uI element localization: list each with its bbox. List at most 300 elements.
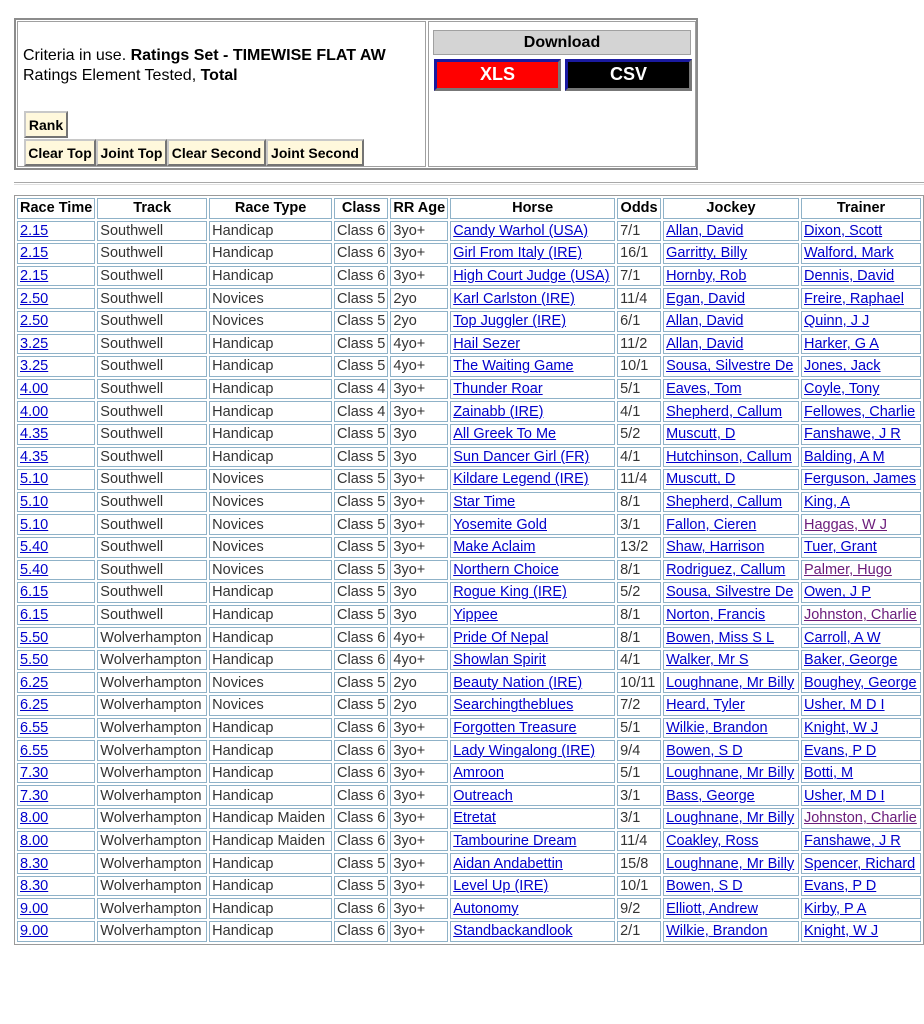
track-cell: Southwell [97,334,207,355]
type-cell: Novices [209,695,332,716]
race-time-link[interactable]: 2.15 [20,222,49,239]
column-header: Track [97,198,207,219]
age-cell: 3yo+ [390,763,448,784]
trainer-link[interactable]: Carroll, A W [803,629,881,646]
race-time-link[interactable]: 2.50 [20,290,49,307]
odds-cell: 5/2 [617,424,661,445]
time-cell [17,695,95,716]
trainer-link[interactable]: Knight, W J [803,719,879,736]
age-cell: 3yo+ [390,537,448,558]
horse-cell [450,243,615,264]
race-time-link[interactable]: 2.15 [20,268,49,285]
horse-cell [450,740,615,761]
time-cell [17,672,95,693]
horse-link[interactable]: Pride Of Nepal [453,629,549,646]
age-cell: 3yo+ [390,831,448,852]
time-cell [17,356,95,377]
track-cell: Southwell [97,243,207,264]
horse-cell [450,921,615,942]
race-time-link[interactable]: 5.50 [20,652,49,669]
jockey-link[interactable]: Hutchinson, Callum [666,448,792,465]
jockey-link[interactable]: Rodriguez, Callum [666,561,786,578]
trainer-link[interactable]: Walford, Mark [803,245,894,262]
table-row [17,650,921,671]
criteria-panel [14,18,698,170]
race-time-link[interactable]: 6.25 [20,674,49,691]
type-cell: Novices [209,288,332,309]
jockey-cell [663,582,799,603]
race-time-link[interactable]: 4.35 [20,448,49,465]
track-cell: Southwell [97,356,207,377]
time-cell [17,808,95,829]
jockey-link[interactable]: Heard, Tyler [666,697,745,714]
rank-button[interactable]: Rank [24,111,68,138]
table-row [17,311,921,332]
horse-cell [450,695,615,716]
odds-cell: 5/1 [617,763,661,784]
jockey-link[interactable]: Hornby, Rob [666,268,747,285]
class-cell: Class 5 [334,853,388,874]
jockey-link[interactable]: Loughnane, Mr Billy [666,855,795,872]
trainer-link[interactable]: Dennis, David [803,268,895,285]
type-cell: Handicap [209,424,332,445]
odds-cell: 10/11 [617,672,661,693]
table-row [17,831,921,852]
odds-cell: 5/1 [617,718,661,739]
race-time-link[interactable]: 3.25 [20,358,49,375]
jockey-link[interactable]: Coakley, Ross [666,832,759,849]
horse-cell [450,853,615,874]
jockey-cell [663,288,799,309]
horse-link[interactable]: Etretat [453,810,496,827]
horse-link[interactable]: Aidan Andabettin [453,855,563,872]
odds-cell: 7/1 [617,221,661,242]
column-header: Odds [617,198,661,219]
table-row [17,582,921,603]
track-cell: Southwell [97,401,207,422]
table-row [17,763,921,784]
table-row [17,288,921,309]
race-time-link[interactable]: 6.55 [20,719,49,736]
race-time-link[interactable]: 4.35 [20,426,49,443]
race-time-link[interactable]: 7.30 [20,765,49,782]
horse-link[interactable]: Yosemite Gold [453,516,547,533]
trainer-cell [801,560,921,581]
jockey-link[interactable]: Bowen, S D [666,878,743,895]
time-cell [17,853,95,874]
age-cell: 3yo+ [390,740,448,761]
trainer-link[interactable]: Botti, M [803,765,854,782]
horse-link[interactable]: Kildare Legend (IRE) [453,471,589,488]
joint-second-button[interactable]: Joint Second [266,139,364,166]
horse-link[interactable]: Tambourine Dream [453,832,577,849]
track-cell: Wolverhampton [97,650,207,671]
time-cell [17,401,95,422]
race-time-link[interactable]: 5.10 [20,516,49,533]
type-cell: Handicap [209,740,332,761]
table-row [17,718,921,739]
race-time-link[interactable]: 5.40 [20,561,49,578]
trainer-cell [801,876,921,897]
clear-top-button[interactable]: Clear Top [24,139,96,166]
horse-link[interactable]: Top Juggler (IRE) [453,313,567,330]
joint-top-button[interactable]: Joint Top [96,139,167,166]
trainer-cell [801,356,921,377]
time-cell [17,898,95,919]
time-cell [17,740,95,761]
trainer-cell [801,424,921,445]
jockey-link[interactable]: Walker, Mr S [666,652,749,669]
jockey-link[interactable]: Elliott, Andrew [666,900,758,917]
trainer-link[interactable]: Evans, P D [803,878,877,895]
odds-cell: 9/4 [617,740,661,761]
table-header-row [17,198,921,219]
trainer-link[interactable]: Fellowes, Charlie [803,403,916,420]
horse-link[interactable]: Standbackandlook [453,923,573,940]
age-cell: 4yo+ [390,627,448,648]
type-cell: Novices [209,560,332,581]
trainer-link[interactable]: Haggas, W J [803,516,887,533]
type-cell: Handicap [209,356,332,377]
jockey-link[interactable]: Norton, Francis [666,606,766,623]
race-time-link[interactable]: 6.55 [20,742,49,759]
horse-cell [450,311,615,332]
race-time-link[interactable]: 8.00 [20,810,49,827]
table-row [17,672,921,693]
trainer-cell [801,266,921,287]
odds-cell: 9/2 [617,898,661,919]
odds-cell: 8/1 [617,492,661,513]
track-cell: Southwell [97,560,207,581]
track-cell: Wolverhampton [97,763,207,784]
horse-link[interactable]: Level Up (IRE) [453,878,549,895]
jockey-link[interactable]: Bass, George [666,787,755,804]
jockey-link[interactable]: Bowen, S D [666,742,743,759]
jockey-link[interactable]: Sousa, Silvestre De [666,358,794,375]
track-cell: Wolverhampton [97,898,207,919]
jockey-cell [663,898,799,919]
race-time-link[interactable]: 9.00 [20,900,49,917]
horse-link[interactable]: High Court Judge (USA) [453,268,610,285]
column-header: Race Type [209,198,332,219]
race-time-link[interactable]: 4.00 [20,403,49,420]
age-cell: 3yo+ [390,379,448,400]
horse-cell [450,447,615,468]
race-time-link[interactable]: 5.10 [20,494,49,511]
time-cell [17,785,95,806]
jockey-cell [663,605,799,626]
jockey-link[interactable]: Loughnane, Mr Billy [666,765,795,782]
horse-link[interactable]: Make Aclaim [453,539,536,556]
race-time-link[interactable]: 8.00 [20,832,49,849]
horse-link[interactable]: The Waiting Game [453,358,574,375]
horse-cell [450,469,615,490]
table-row [17,424,921,445]
trainer-link[interactable]: Tuer, Grant [803,539,877,556]
race-time-link[interactable]: 2.50 [20,313,49,330]
trainer-link[interactable]: Fanshawe, J R [803,832,901,849]
class-cell: Class 6 [334,831,388,852]
race-time-link[interactable]: 8.30 [20,855,49,872]
time-cell [17,763,95,784]
odds-cell: 16/1 [617,243,661,264]
race-time-link[interactable]: 3.25 [20,335,49,352]
track-cell: Southwell [97,492,207,513]
horse-link[interactable]: Searchingtheblues [453,697,574,714]
table-row [17,401,921,422]
class-cell: Class 6 [334,763,388,784]
horse-cell [450,898,615,919]
class-cell: Class 6 [334,785,388,806]
track-cell: Wolverhampton [97,785,207,806]
jockey-link[interactable]: Allan, David [666,313,744,330]
odds-cell: 3/1 [617,808,661,829]
race-time-link[interactable]: 5.10 [20,471,49,488]
trainer-link[interactable]: Ferguson, James [803,471,917,488]
horse-cell [450,763,615,784]
class-cell: Class 5 [334,582,388,603]
age-cell: 3yo [390,424,448,445]
jockey-cell [663,447,799,468]
track-cell: Southwell [97,582,207,603]
jockey-link[interactable]: Muscutt, D [666,471,736,488]
class-cell: Class 6 [334,808,388,829]
trainer-link[interactable]: Johnston, Charlie [803,810,917,827]
type-cell: Novices [209,469,332,490]
trainer-link[interactable]: Kirby, P A [803,900,867,917]
type-cell: Novices [209,311,332,332]
clear-second-button[interactable]: Clear Second [167,139,266,166]
jockey-link[interactable]: Egan, David [666,290,746,307]
download-title: Download [433,30,691,55]
jockey-link[interactable]: Fallon, Cieren [666,516,757,533]
jockey-cell [663,718,799,739]
race-time-link[interactable]: 6.25 [20,697,49,714]
trainer-cell [801,469,921,490]
race-time-link[interactable]: 5.50 [20,629,49,646]
age-cell: 2yo [390,695,448,716]
trainer-link[interactable]: Owen, J P [803,584,871,601]
trainer-link[interactable]: Harker, G A [803,335,879,352]
table-row [17,560,921,581]
odds-cell: 2/1 [617,921,661,942]
trainer-link[interactable]: Spencer, Richard [803,855,916,872]
jockey-cell [663,808,799,829]
horse-link[interactable]: Rogue King (IRE) [453,584,567,601]
trainer-cell [801,243,921,264]
horse-link[interactable]: Hail Sezer [453,335,521,352]
horse-link[interactable]: Thunder Roar [453,381,543,398]
horse-link[interactable]: Girl From Italy (IRE) [453,245,583,262]
class-cell: Class 5 [334,334,388,355]
age-cell: 3yo+ [390,921,448,942]
trainer-link[interactable]: Balding, A M [803,448,885,465]
jockey-cell [663,311,799,332]
horse-link[interactable]: Northern Choice [453,561,559,578]
horse-link[interactable]: Star Time [453,494,516,511]
horse-link[interactable]: Beauty Nation (IRE) [453,674,583,691]
class-cell: Class 4 [334,379,388,400]
jockey-cell [663,560,799,581]
trainer-cell [801,831,921,852]
jockey-link[interactable]: Allan, David [666,222,744,239]
horse-link[interactable]: Lady Wingalong (IRE) [453,742,596,759]
horse-link[interactable]: Sun Dancer Girl (FR) [453,448,590,465]
type-cell: Novices [209,672,332,693]
odds-cell: 15/8 [617,853,661,874]
jockey-link[interactable]: Garritty, Billy [666,245,748,262]
trainer-link[interactable]: Coyle, Tony [803,381,880,398]
jockey-cell [663,243,799,264]
jockey-link[interactable]: Loughnane, Mr Billy [666,810,795,827]
jockey-link[interactable]: Shepherd, Callum [666,403,783,420]
odds-cell: 10/1 [617,356,661,377]
download-xls-button[interactable]: XLS [434,59,561,91]
trainer-link[interactable]: Palmer, Hugo [803,561,892,578]
horse-link[interactable]: Outreach [453,787,513,804]
table-row [17,921,921,942]
track-cell: Wolverhampton [97,718,207,739]
jockey-link[interactable]: Muscutt, D [666,426,736,443]
jockey-cell [663,492,799,513]
track-cell: Southwell [97,424,207,445]
horse-link[interactable]: Amroon [453,765,504,782]
jockey-link[interactable]: Shepherd, Callum [666,494,783,511]
jockey-link[interactable]: Wilkie, Brandon [666,719,768,736]
column-header: RR Age [390,198,448,219]
class-cell: Class 5 [334,447,388,468]
age-cell: 3yo+ [390,469,448,490]
horse-cell [450,288,615,309]
odds-cell: 11/4 [617,469,661,490]
trainer-cell [801,514,921,535]
class-cell: Class 6 [334,921,388,942]
table-row [17,469,921,490]
element-label: Ratings Element Tested, [23,67,201,84]
trainer-cell [801,288,921,309]
trainer-cell [801,582,921,603]
trainer-link[interactable]: Quinn, J J [803,313,870,330]
jockey-link[interactable]: Loughnane, Mr Billy [666,674,795,691]
class-cell: Class 6 [334,740,388,761]
horse-link[interactable]: Karl Carlston (IRE) [453,290,575,307]
trainer-link[interactable]: Freire, Raphael [803,290,904,307]
horse-link[interactable]: All Greek To Me [453,426,557,443]
odds-cell: 8/1 [617,560,661,581]
trainer-link[interactable]: Baker, George [803,652,898,669]
trainer-link[interactable]: Usher, M D I [803,697,885,714]
race-time-link[interactable]: 6.15 [20,584,49,601]
trainer-link[interactable]: Jones, Jack [803,358,881,375]
type-cell: Handicap [209,334,332,355]
trainer-link[interactable]: Johnston, Charlie [803,606,917,623]
horse-cell [450,582,615,603]
trainer-link[interactable]: Usher, M D I [803,787,885,804]
race-time-link[interactable]: 6.15 [20,606,49,623]
criteria-box [17,21,426,167]
time-cell [17,334,95,355]
race-time-link[interactable]: 4.00 [20,381,49,398]
table-row [17,808,921,829]
horse-link[interactable]: Forgotten Treasure [453,719,577,736]
trainer-cell [801,695,921,716]
jockey-link[interactable]: Bowen, Miss S L [666,629,775,646]
jockey-link[interactable]: Sousa, Silvestre De [666,584,794,601]
type-cell: Handicap [209,447,332,468]
age-cell: 3yo+ [390,221,448,242]
horse-link[interactable]: Showlan Spirit [453,652,546,669]
horse-cell [450,718,615,739]
class-cell: Class 5 [334,356,388,377]
type-cell: Novices [209,514,332,535]
age-cell: 3yo+ [390,560,448,581]
class-cell: Class 5 [334,672,388,693]
type-cell: Handicap [209,582,332,603]
trainer-cell [801,334,921,355]
track-cell: Wolverhampton [97,740,207,761]
race-time-link[interactable]: 2.15 [20,245,49,262]
track-cell: Southwell [97,605,207,626]
trainer-link[interactable]: Evans, P D [803,742,877,759]
age-cell: 2yo [390,311,448,332]
jockey-link[interactable]: Allan, David [666,335,744,352]
trainer-link[interactable]: King, A [803,494,850,511]
odds-cell: 11/4 [617,831,661,852]
type-cell: Handicap [209,401,332,422]
table-row [17,695,921,716]
age-cell: 3yo+ [390,243,448,264]
type-cell: Handicap Maiden [209,808,332,829]
race-time-link[interactable]: 5.40 [20,539,49,556]
jockey-link[interactable]: Wilkie, Brandon [666,923,768,940]
horse-link[interactable]: Autonomy [453,900,519,917]
horse-cell [450,424,615,445]
jockey-link[interactable]: Shaw, Harrison [666,539,765,556]
race-time-link[interactable]: 7.30 [20,787,49,804]
time-cell [17,718,95,739]
table-row [17,379,921,400]
horse-link[interactable]: Zainabb (IRE) [453,403,544,420]
race-time-link[interactable]: 8.30 [20,878,49,895]
criteria-text [23,46,427,86]
jockey-cell [663,334,799,355]
table-row [17,627,921,648]
jockey-cell [663,627,799,648]
table-row [17,740,921,761]
age-cell: 3yo+ [390,718,448,739]
horse-link[interactable]: Yippee [453,606,498,623]
type-cell: Handicap [209,785,332,806]
trainer-cell [801,785,921,806]
jockey-cell [663,785,799,806]
race-time-link[interactable]: 9.00 [20,923,49,940]
age-cell: 3yo+ [390,492,448,513]
jockey-cell [663,876,799,897]
trainer-link[interactable]: Dixon, Scott [803,222,883,239]
time-cell [17,582,95,603]
trainer-link[interactable]: Boughey, George [803,674,917,691]
horse-link[interactable]: Candy Warhol (USA) [453,222,589,239]
trainer-link[interactable]: Knight, W J [803,923,879,940]
jockey-cell [663,537,799,558]
track-cell: Southwell [97,379,207,400]
download-csv-button[interactable]: CSV [565,59,692,91]
trainer-link[interactable]: Fanshawe, J R [803,426,901,443]
jockey-link[interactable]: Eaves, Tom [666,381,742,398]
class-cell: Class 5 [334,469,388,490]
type-cell: Handicap [209,853,332,874]
odds-cell: 7/1 [617,266,661,287]
